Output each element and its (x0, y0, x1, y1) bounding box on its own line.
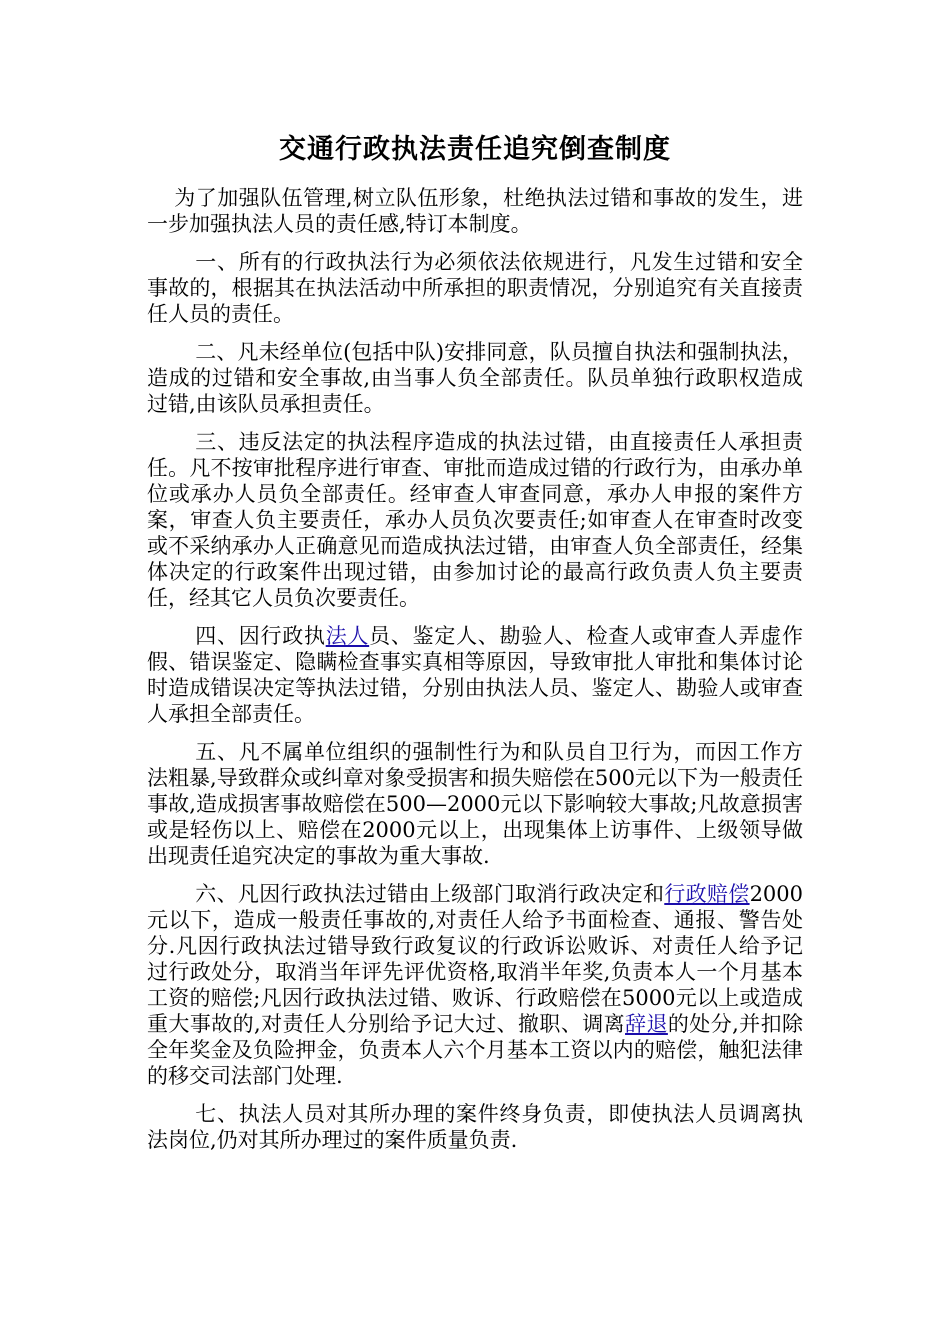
link-citui[interactable]: 辞退 (625, 1012, 668, 1036)
paragraph-3: 三、违反法定的执法程序造成的执法过错，由直接责任人承担责任。凡不按审批程序进行审查、审批而造成过错的行政行为，由承办单位或承办人员负全部责任。经审查人审查同意，承办人申报的案件方案，审查人负主要责任，承办人员负次要责任;如审查人在审查时改变或不采纳承办人正确意见而造成执法过错，由审查人负全部责任，经集体决定的行政案件出现过错，由参加讨论的最高行政负责人负主要责任，经其它人员负次要责任。 (147, 430, 803, 610)
link-faren[interactable]: 法人 (325, 624, 370, 648)
paragraph-2: 二、凡未经单位(包括中队)安排同意，队员擅自执法和强制执法，造成的过错和安全事故,由当事人负全部责任。队员单独行政职权造成过错,由该队员承担责任。 (147, 340, 803, 416)
document-body (147, 185, 803, 1165)
paragraph-7: 七、执法人员对其所办理的案件终身负责，即使执法人员调离执法岗位,仍对其所办理过的案件质量负责. (147, 1102, 803, 1152)
paragraph-intro: 为了加强队伍管理,树立队伍形象，杜绝执法过错和事故的发生，进一步加强执法人员的责任感,特订本制度。 (147, 186, 803, 236)
document-title: 交通行政执法责任追究倒查制度 (279, 134, 671, 165)
paragraph-5: 五、凡不属单位组织的强制性行为和队员自卫行为，而因工作方法粗暴,导致群众或纠章对象受损害和损失赔偿在500元以下为一般责任事故,造成损害事故赔偿在500—2000元以下影响较大事故;凡故意损害或是轻伤以上、赔偿在2000元以上，出现集体上访事件、上级领导做出现责任追究决定的事故为重大事故. (147, 740, 803, 868)
link-xingzheng-peichang[interactable]: 行政赔偿 (664, 882, 750, 906)
paragraph-4 (147, 623, 803, 727)
paragraph-4-text-b: 员、鉴定人、勘验人、检查人或审查人弄虚作假、错误鉴定、隐瞒检查事实真相等原因，导致审批人审批和集体讨论时造成错误决定等执法过错，分别由执法人员、鉴定人、勘验人或审查人承担全部责任。 (147, 624, 804, 726)
paragraph-6-text-b: 2000元以下，造成一般责任事故的,对责任人给予书面检查、通报、警告处分.凡因行政执法过错导致行政复议的行政诉讼败诉、对责任人给予记过行政处分，取消当年评先评优资格,取消半年奖,负责本人一个月基本工资的赔偿;凡因行政执法过错、败诉、行政赔偿在5000元以上或造成重大事故的,对责任人分别给予记大过、撤职、调离 (147, 882, 804, 1036)
paragraph-6-text-c: 的处分,并扣除全年奖金及负险押金，负责本人六个月基本工资以内的赔偿，触犯法律的移交司法部门处理. (147, 1012, 803, 1088)
paragraph-6 (147, 881, 803, 1089)
paragraph-6-text-a: 六、凡因行政执法过错由上级部门取消行政决定和 (195, 882, 665, 906)
paragraph-4-text-a: 四、因行政执 (195, 624, 326, 648)
paragraph-1: 一、所有的行政执法行为必须依法依规进行，凡发生过错和安全事故的，根据其在执法活动中所承担的职责情况，分别追究有关直接责任人员的责任。 (147, 250, 803, 326)
